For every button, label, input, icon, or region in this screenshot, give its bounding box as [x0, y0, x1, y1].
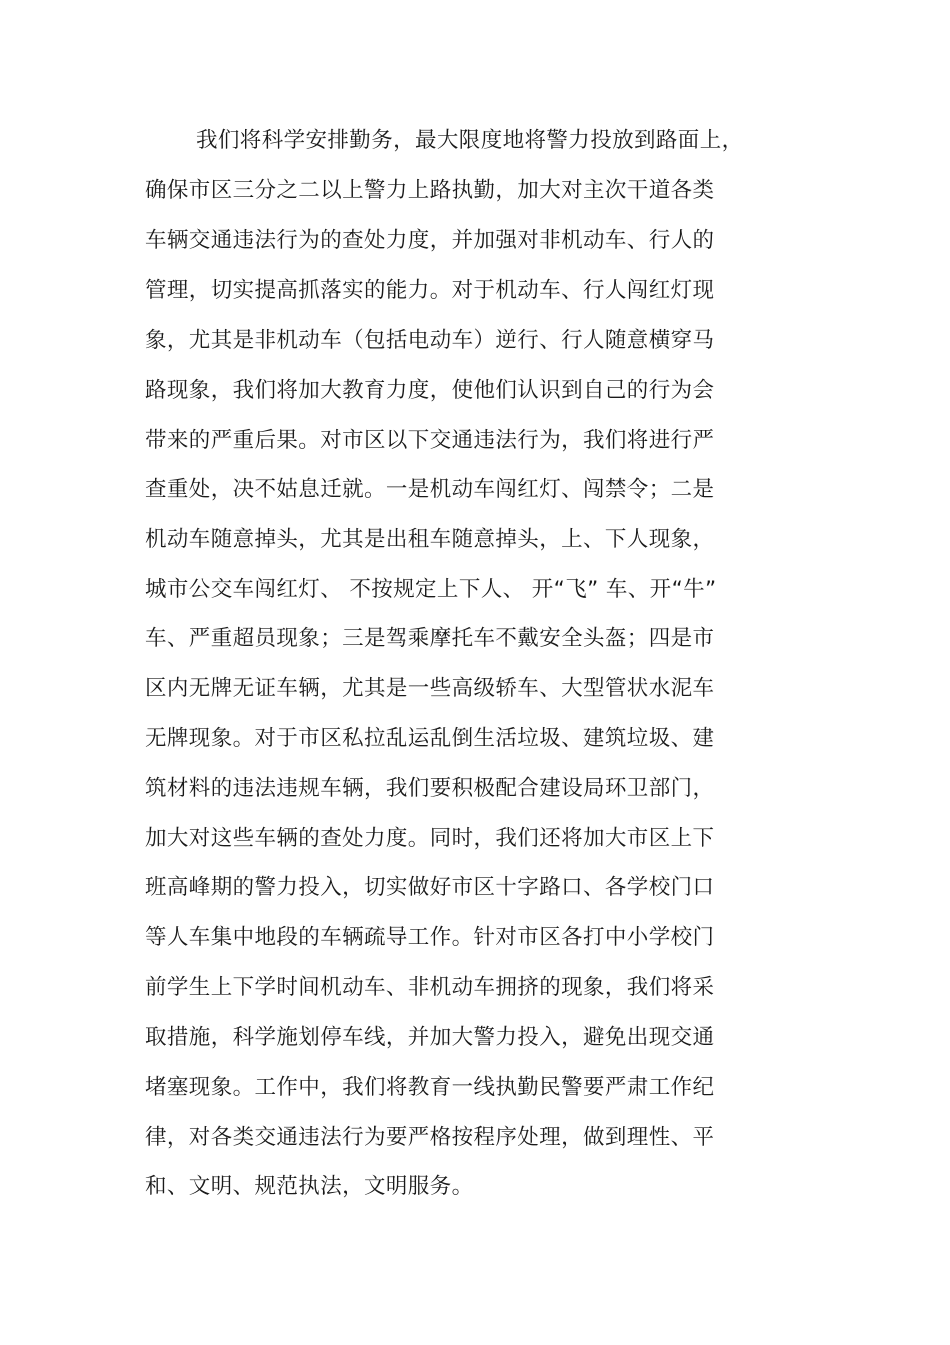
paragraph-line-7: 带来的严重后果。对市区以下交通违法行为，我们将进行严	[145, 428, 715, 453]
paragraph-line-17: 等人车集中地段的车辆疏导工作。针对市区各打中小学校门	[145, 925, 715, 950]
paragraph-line-6: 路现象，我们将加大教育力度，使他们认识到自己的行为会	[145, 378, 715, 403]
paragraph-line-22: 和、文明、规范执法，文明服务。	[145, 1174, 474, 1199]
paragraph-line-14: 筑材料的违法违规车辆，我们要积极配合建设局环卫部门，	[145, 776, 715, 801]
paragraph-line-16: 班高峰期的警力投入，切实做好市区十字路口、各学校门口	[145, 875, 715, 900]
paragraph-line-9: 机动车随意掉头，尤其是出租车随意掉头，上、下人现象，	[145, 527, 715, 552]
paragraph-line-4: 管理，切实提高抓落实的能力。对于机动车、行人闯红灯现	[145, 278, 715, 303]
paragraph-line-21: 律，对各类交通违法行为要严格按程序处理，做到理性、平	[145, 1125, 715, 1150]
paragraph-line-13: 无牌现象。对于市区私拉乱运乱倒生活垃圾、建筑垃圾、建	[145, 726, 715, 751]
paragraph-line-12: 区内无牌无证车辆，尤其是一些高级轿车、大型管状水泥车	[145, 676, 715, 701]
paragraph-line-3: 车辆交通违法行为的查处力度，并加强对非机动车、行人的	[145, 228, 715, 253]
paragraph-line-2: 确保市区三分之二以上警力上路执勤，加大对主次干道各类	[145, 178, 715, 203]
paragraph-line-10: 城市公交车闯红灯、 不按规定上下人、 开“飞” 车、开“牛”	[145, 577, 717, 602]
paragraph-line-15: 加大对这些车辆的查处力度。同时，我们还将加大市区上下	[145, 826, 715, 851]
paragraph-line-5: 象，尤其是非机动车（包括电动车）逆行、行人随意横穿马	[145, 328, 715, 353]
paragraph-line-19: 取措施，科学施划停车线，并加大警力投入，避免出现交通	[145, 1025, 715, 1050]
paragraph-line-8: 查重处，决不姑息迁就。一是机动车闯红灯、闯禁令；二是	[145, 477, 715, 502]
paragraph-line-18: 前学生上下学时间机动车、非机动车拥挤的现象，我们将采	[145, 975, 715, 1000]
paragraph-line-20: 堵塞现象。工作中，我们将教育一线执勤民警要严肃工作纪	[145, 1075, 715, 1100]
paragraph-line-1: 我们将科学安排勤务，最大限度地将警力投放到路面上，	[196, 128, 744, 153]
paragraph-line-11: 车、严重超员现象；三是驾乘摩托车不戴安全头盔；四是市	[145, 626, 715, 651]
